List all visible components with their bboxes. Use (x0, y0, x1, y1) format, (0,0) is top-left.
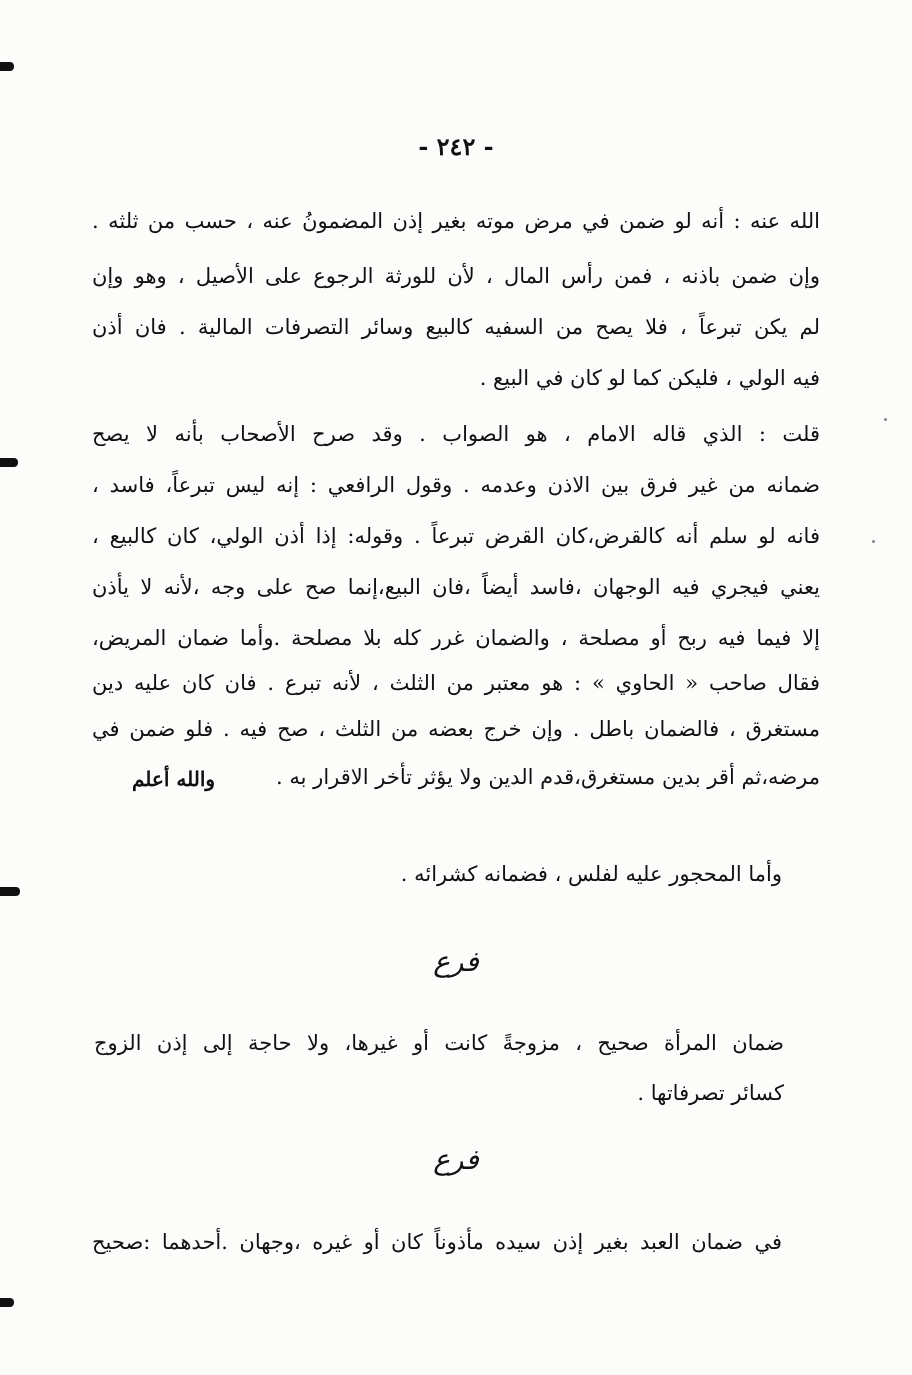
text-line: مستغرق ، فالضمان باطل . وإن خرج بعضه من الثلث ، صح فيه . فلو ضمن في (92, 717, 820, 741)
text-line: إلا فيما فيه ربح أو مصلحة ، والضمان غرر كله بلا مصلحة .وأما ضمان المريض، (92, 626, 820, 650)
text-line: ضمانه من غير فرق بين الاذن وعدمه . وقول الرافعي : إنه ليس تبرعاً، فاسد ، (92, 473, 820, 497)
text-line: في ضمان العبد بغير إذن سيده مأذوناً كان أو غيره ،وجهان .أحدهما :صحيح (92, 1230, 782, 1254)
scan-speck (872, 540, 875, 543)
scan-edge-mark (0, 62, 14, 71)
scan-speck (884, 418, 887, 421)
text-line: فيه الولي ، فليكن كما لو كان في البيع . (479, 366, 820, 390)
text-line: الله عنه : أنه لو ضمن في مرض موته بغير إذن المضمونُ عنه ، حسب من ثلثه . (92, 209, 820, 233)
scan-edge-mark (0, 887, 20, 896)
scan-edge-mark (0, 1298, 14, 1307)
text-line: مرضه،ثم أقر بدين مستغرق،قدم الدين ولا يؤثر تأخر الاقرار به . (276, 765, 820, 789)
text-line: قلت : الذي قاله الامام ، هو الصواب . وقد صرح الأصحاب بأنه لا يصح (92, 422, 820, 446)
text-line: ضمان المرأة صحيح ، مزوجةً كانت أو غيرها، ولا حاجة إلى إذن الزوج (94, 1031, 784, 1055)
text-line: وإن ضمن باذنه ، فمن رأس المال ، لأن للورثة الرجوع على الأصيل ، وهو وإن (92, 264, 820, 288)
scan-edge-mark (0, 458, 18, 467)
page-number: - ٢٤٢ - (418, 132, 494, 161)
text-line: لم يكن تبرعاً ، فلا يصح من السفيه كالبيع وسائر التصرفات المالية . فان أذن (92, 315, 820, 339)
section-heading: فرع (433, 945, 479, 978)
text-line: كسائر تصرفاتها . (637, 1081, 784, 1105)
text-line: يعني فيجري فيه الوجهان ،فاسد أيضاً ،فان البيع،إنما صح على وجه ،لأنه لا يأذن (92, 575, 820, 599)
text-line: فقال صاحب « الحاوي » : هو معتبر من الثلث ، لأنه تبرع . فان كان عليه دين (92, 671, 820, 695)
margin-note: والله أعلم (132, 767, 216, 791)
text-line: فانه لو سلم أنه كالقرض،كان القرض تبرعاً . وقوله: إذا أذن الولي، كان كالبيع ، (92, 524, 820, 548)
section-heading: فرع (433, 1143, 479, 1176)
text-line: وأما المحجور عليه لفلس ، فضمانه كشرائه . (400, 862, 782, 886)
